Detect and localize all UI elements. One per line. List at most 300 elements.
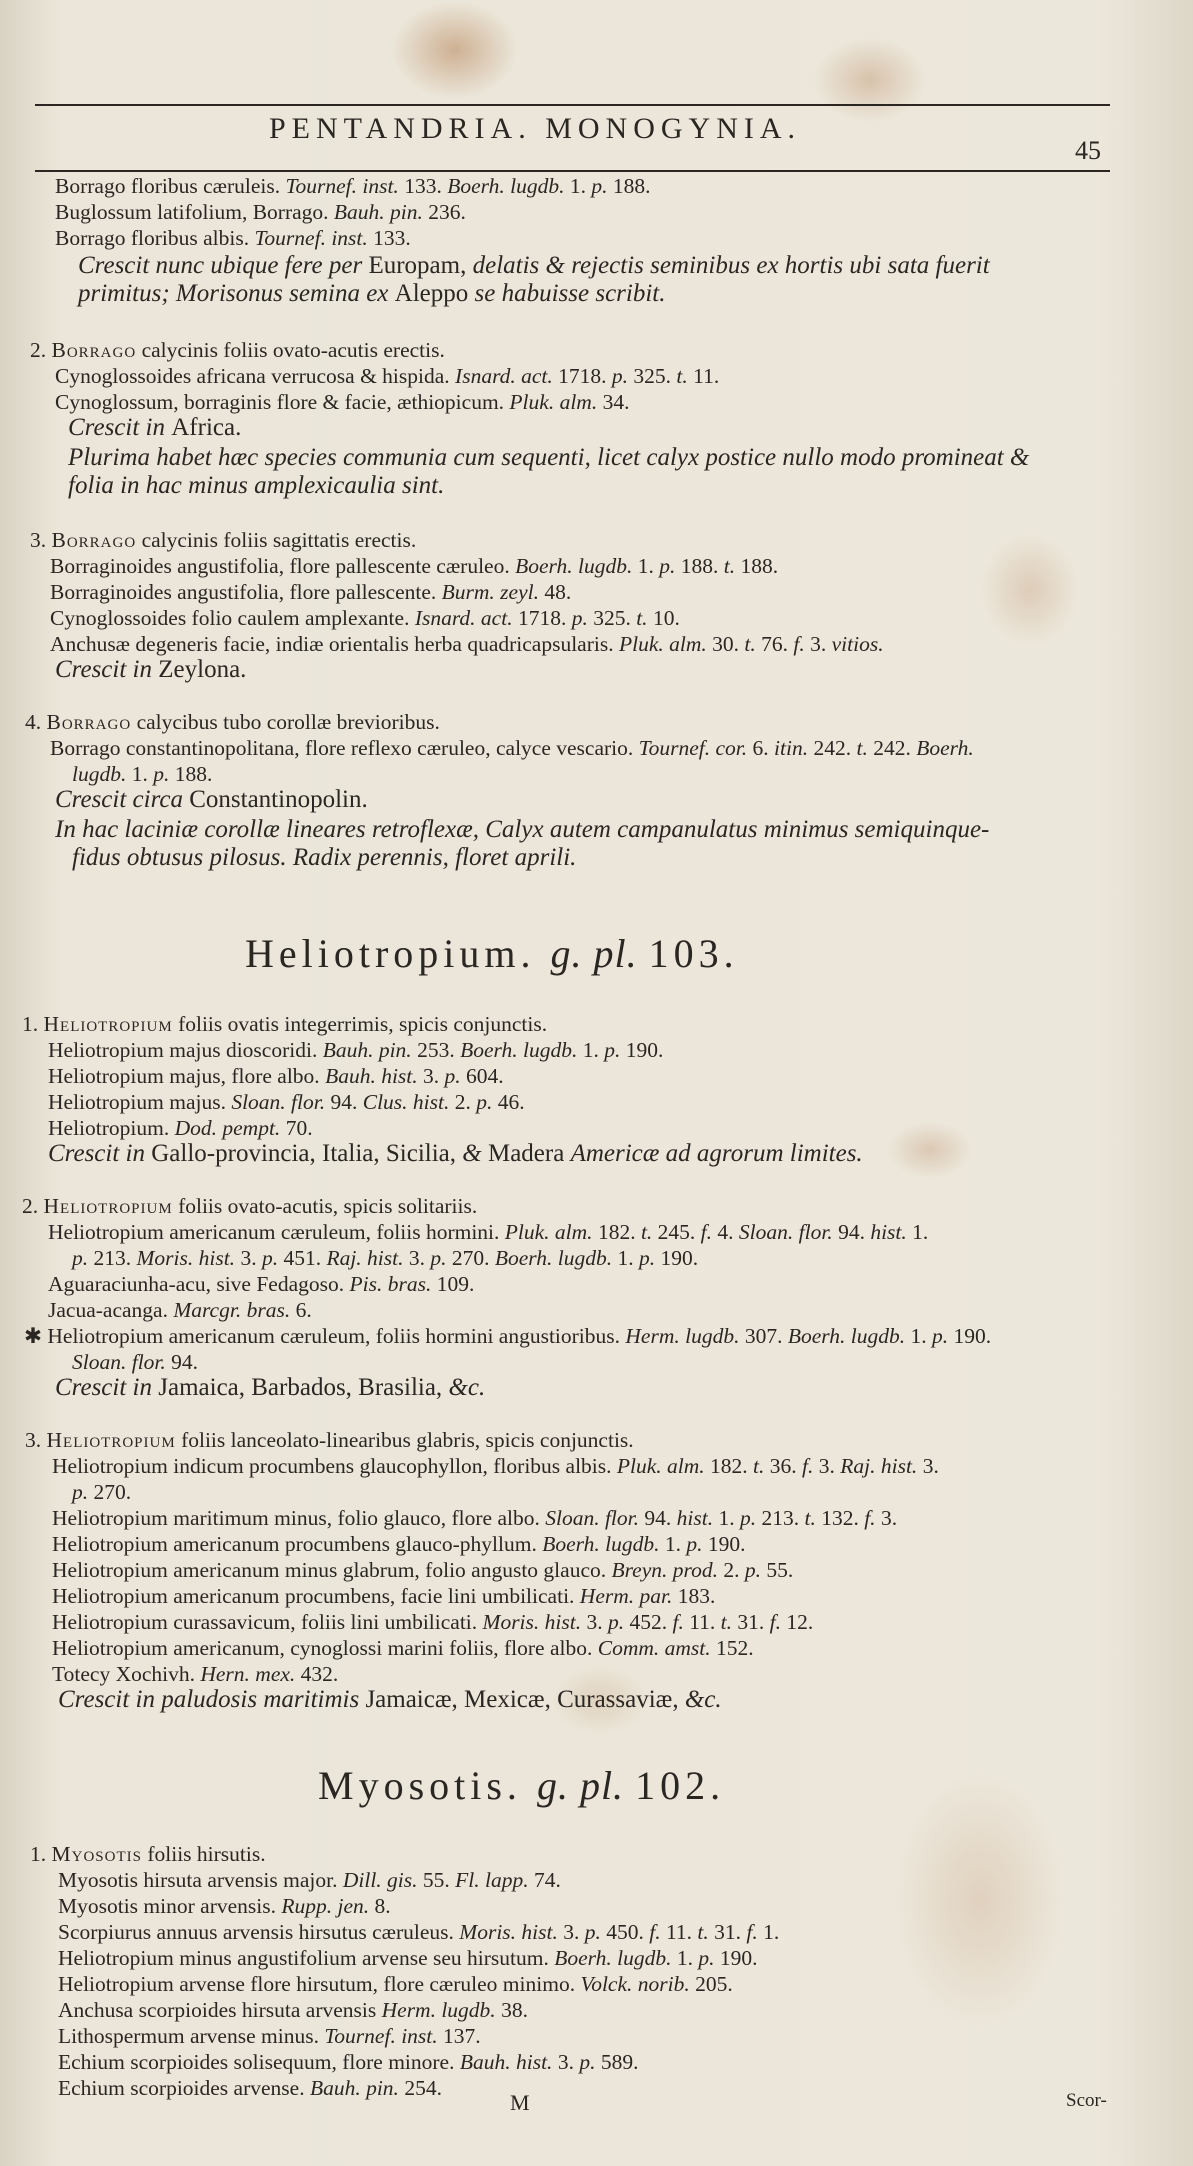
text-run: 2. xyxy=(454,1090,477,1114)
text-run: Pluk. alm. xyxy=(616,1454,711,1478)
text-run: Myosotis minor arvensis. xyxy=(58,1894,282,1918)
text-run: Heliotropium americanum cæruleum, foliis hormini angustioribus. xyxy=(47,1324,626,1348)
text-run: Heliotropium curassavicum, foliis lini umbilicati. xyxy=(52,1610,483,1634)
text-line xyxy=(24,1324,991,1348)
text-run: 188. xyxy=(174,762,213,786)
text-run: Boerh. xyxy=(916,736,974,760)
text-run: Herm. lugdb. xyxy=(381,1998,502,2022)
text-line xyxy=(55,658,246,682)
text-line xyxy=(52,1662,338,1686)
text-run: 190. xyxy=(707,1532,746,1556)
text-run: 3. xyxy=(586,1610,608,1634)
text-run: 102. xyxy=(635,1763,726,1808)
text-line xyxy=(55,226,411,250)
text-run: Constantinopolin. xyxy=(189,786,368,813)
text-run: itin. xyxy=(774,736,814,760)
text-run: 34. xyxy=(602,390,630,414)
text-run: Raj. hist. xyxy=(840,1454,923,1478)
text-run: 30. xyxy=(712,632,745,656)
text-run: 190. xyxy=(953,1324,992,1348)
text-run: 325. xyxy=(593,606,637,630)
text-run: 1. xyxy=(676,1946,699,1970)
text-run: Cynoglossum, borraginis flore & facie, æthiopicum. xyxy=(55,390,510,414)
text-run: hist. xyxy=(870,1220,913,1244)
text-line xyxy=(55,1376,485,1400)
text-run: 6. xyxy=(752,736,775,760)
text-line xyxy=(52,1610,813,1634)
text-run: 182. xyxy=(710,1454,754,1478)
text-run: 432. xyxy=(300,1662,339,1686)
text-run: p. xyxy=(571,606,594,630)
text-line xyxy=(48,1220,928,1244)
text-run: Jacua-acanga. xyxy=(48,1298,174,1322)
text-line xyxy=(58,1688,722,1712)
text-run: 103. xyxy=(648,931,739,976)
text-run: p. xyxy=(659,554,681,578)
text-run: 190. xyxy=(660,1246,699,1270)
text-run: 152. xyxy=(716,1636,754,1660)
text-run: Comm. amst. xyxy=(597,1636,717,1660)
text-run: t. xyxy=(640,1220,658,1244)
text-run: Pluk. alm. xyxy=(504,1220,598,1244)
text-run: Heliotropium. xyxy=(48,1116,175,1140)
text-run: Borrago xyxy=(51,528,137,552)
text-run: Boerh. lugdb. xyxy=(460,1038,583,1062)
text-run: Moris. hist. xyxy=(459,1920,564,1944)
text-run: 3. xyxy=(563,1920,585,1944)
text-run: Heliotropium americanum cæruleum, foliis hormini. xyxy=(48,1220,505,1244)
text-line xyxy=(58,1868,561,1892)
text-run: Heliotropium majus dioscoridi. xyxy=(48,1038,323,1062)
text-run: 307. xyxy=(744,1324,788,1348)
text-line xyxy=(48,1064,504,1088)
text-run: Europam, xyxy=(368,252,473,279)
text-run: Boerh. lugdb. xyxy=(494,1246,618,1270)
text-run: p. xyxy=(591,174,613,198)
text-run: Borrago floribus cæruleis. xyxy=(55,174,286,198)
text-run: lugdb. xyxy=(72,762,132,786)
text-run: Heliotropium xyxy=(46,1428,176,1452)
text-run: p. xyxy=(604,1038,626,1062)
text-run: Bauh. hist. xyxy=(325,1064,424,1088)
text-run: &c. xyxy=(448,1374,486,1401)
text-run: t. xyxy=(744,632,762,656)
text-run: Scorpiurus annuus arvensis hirsutus cæruleus. xyxy=(58,1920,460,1944)
text-run: Pluk. alm. xyxy=(509,390,603,414)
text-run: Jamaica, Barbados, Brasilia, xyxy=(158,1374,449,1401)
text-run: 133. xyxy=(404,174,448,198)
text-run: t. xyxy=(720,1610,738,1634)
text-run: 94. xyxy=(171,1350,199,1374)
text-line xyxy=(72,762,212,786)
text-line xyxy=(58,2050,638,2074)
header-rule-bottom xyxy=(35,170,1110,172)
text-run: 188. xyxy=(612,174,651,198)
text-run: f. xyxy=(769,1610,787,1634)
text-run: f. xyxy=(649,1920,666,1944)
text-run: 188. xyxy=(740,554,779,578)
text-run: Crescit circa xyxy=(55,786,190,813)
text-run: Sloan. flor. xyxy=(738,1220,839,1244)
text-run: &c. xyxy=(684,1686,722,1713)
text-run: Tournef. inst. xyxy=(254,226,374,250)
text-run: 31. xyxy=(714,1920,747,1944)
text-run: f. xyxy=(864,1506,881,1530)
text-run: 8. xyxy=(374,1894,391,1918)
text-line xyxy=(55,174,650,198)
text-run: Burm. zeyl. xyxy=(441,580,545,604)
text-run: 1. xyxy=(664,1532,687,1556)
text-run: Sloan. flor. xyxy=(231,1090,331,1114)
text-run: Sloan. flor. xyxy=(72,1350,172,1374)
text-line xyxy=(30,1842,266,1866)
text-run: t. xyxy=(856,736,874,760)
text-line xyxy=(52,1506,897,1530)
text-line xyxy=(78,254,990,278)
text-line xyxy=(48,1116,313,1140)
text-line xyxy=(30,338,445,362)
text-run: Tournef. inst. xyxy=(285,174,405,198)
text-line xyxy=(55,390,629,414)
text-run: 31. xyxy=(737,1610,770,1634)
text-run: 1. xyxy=(910,1324,932,1348)
text-run: Heliotropium majus. xyxy=(48,1090,232,1114)
text-run: 451. xyxy=(283,1246,327,1270)
text-run: p. xyxy=(584,1920,607,1944)
text-run: p. xyxy=(739,1506,762,1530)
text-run: 245. xyxy=(657,1220,701,1244)
text-run: 270. xyxy=(451,1246,495,1270)
text-run: 11. xyxy=(693,364,720,388)
text-run: p. xyxy=(931,1324,954,1348)
text-run: 36. xyxy=(769,1454,803,1478)
text-run: p. xyxy=(579,2050,601,2074)
text-line xyxy=(52,1454,939,1478)
text-run: Boerh. lugdb. xyxy=(515,554,638,578)
text-run: Echium scorpioides arvense. xyxy=(58,2076,310,2100)
text-line xyxy=(48,1038,663,1062)
text-line xyxy=(72,1246,698,1270)
text-run: 94. xyxy=(838,1220,871,1244)
text-run: Pluk. alm. xyxy=(618,632,713,656)
text-run: f. xyxy=(746,1920,764,1944)
text-run: 236. xyxy=(428,200,466,224)
text-run: Crescit nunc ubique fere per xyxy=(78,252,369,279)
text-run: 190. xyxy=(719,1946,758,1970)
text-run: Boerh. lugdb. xyxy=(787,1324,911,1348)
text-run: Borrago floribus albis. xyxy=(55,226,255,250)
text-line xyxy=(22,1012,547,1036)
genus-heading xyxy=(318,1762,725,1809)
text-run: Herm. lugdb. xyxy=(625,1324,745,1348)
text-run: 1. xyxy=(718,1506,740,1530)
text-run: Heliotropium americanum procumbens glauco-phyllum. xyxy=(52,1532,543,1556)
text-run: 3. xyxy=(30,528,52,552)
text-run: t. xyxy=(697,1920,715,1944)
text-run: 6. xyxy=(295,1298,312,1322)
text-run: 132. xyxy=(821,1506,865,1530)
text-run: Anchusæ degeneris facie, indiæ orientalis herba quadricapsularis. xyxy=(50,632,619,656)
text-run: p. xyxy=(72,1480,94,1504)
text-run: 12. xyxy=(786,1610,814,1634)
text-run: Tournef. cor. xyxy=(638,736,753,760)
text-run: Dod. pempt. xyxy=(174,1116,286,1140)
text-run: 182. xyxy=(597,1220,641,1244)
text-run: Heliotropium maritimum minus, folio glauco, flore albo. xyxy=(52,1506,546,1530)
text-line xyxy=(50,606,680,630)
text-line xyxy=(52,1532,745,1556)
text-run: Dill. gis. xyxy=(342,1868,423,1892)
text-run: 4. xyxy=(25,710,47,734)
text-run: 213. xyxy=(93,1246,137,1270)
text-run: f. xyxy=(793,632,811,656)
text-run: Bauh. hist. xyxy=(459,2050,558,2074)
text-run: Heliotropium minus angustifolium arvense seu hirsutum. xyxy=(58,1946,555,1970)
text-run: Moris. hist. xyxy=(482,1610,587,1634)
text-run: 589. xyxy=(600,2050,639,2074)
text-run: Buglossum latifolium, Borrago. xyxy=(55,200,334,224)
text-line xyxy=(48,1090,525,1114)
text-line xyxy=(68,474,444,498)
text-line xyxy=(48,1272,474,1296)
text-run: p. xyxy=(444,1064,467,1088)
text-line xyxy=(55,788,368,812)
text-run: Herm. par. xyxy=(579,1584,678,1608)
text-line xyxy=(50,580,571,604)
text-run: Rupp. jen. xyxy=(281,1894,375,1918)
text-run: Heliotropium americanum procumbens, facie lini umbilicati. xyxy=(52,1584,580,1608)
text-run: folia in hac minus amplexicaulia sint. xyxy=(68,472,445,499)
text-run: 452. xyxy=(629,1610,673,1634)
text-run: 55. xyxy=(422,1868,456,1892)
text-run: 3. xyxy=(408,1246,431,1270)
text-run: p. xyxy=(611,364,634,388)
text-run: Clus. hist. xyxy=(362,1090,455,1114)
text-run: Bauh. pin. xyxy=(309,2076,405,2100)
text-run: t. xyxy=(676,364,694,388)
text-run: Myosotis xyxy=(51,1842,142,1866)
text-run: Boerh. lugdb. xyxy=(554,1946,677,1970)
page-number: 45 xyxy=(1075,136,1101,165)
text-run: 254. xyxy=(404,2076,442,2100)
text-run: 2. xyxy=(30,338,52,362)
text-run: fidus obtusus pilosus. Radix perennis, floret aprili. xyxy=(72,844,577,871)
text-run: 188. xyxy=(680,554,724,578)
running-head: PENTANDRIA. MONOGYNIA. xyxy=(268,112,802,145)
text-run: 3. xyxy=(423,1064,445,1088)
text-run: Pis. bras. xyxy=(349,1272,437,1296)
text-run: 11. xyxy=(689,1610,721,1634)
text-run: Anchusa scorpioides hirsuta arvensis xyxy=(58,1998,382,2022)
header-rule-top xyxy=(35,104,1110,106)
text-line xyxy=(50,736,974,760)
text-run: 70. xyxy=(285,1116,313,1140)
text-line xyxy=(58,1972,733,1996)
text-run: p. xyxy=(153,762,175,786)
text-run: 76. xyxy=(761,632,794,656)
text-run: 604. xyxy=(466,1064,504,1088)
text-run: 94. xyxy=(644,1506,677,1530)
text-run: Africa. xyxy=(171,414,242,441)
text-run: foliis ovatis integerrimis, spicis conjunctis. xyxy=(172,1012,548,1036)
text-run: calycinis foliis ovato-acutis erectis. xyxy=(136,338,445,362)
text-run: Gallo-provincia, Italia, Sicilia, xyxy=(151,1140,463,1167)
text-run: 46. xyxy=(497,1090,525,1114)
text-run: g. pl. xyxy=(550,931,649,976)
text-line xyxy=(25,710,440,734)
text-run: Crescit in xyxy=(68,414,172,441)
text-line xyxy=(58,1998,528,2022)
text-line xyxy=(55,200,466,224)
text-run: & xyxy=(462,1140,488,1167)
text-run: 55. xyxy=(766,1558,794,1582)
text-run: In hac laciniæ corollæ lineares retroflexæ, Calyx autem campanulatus minimus semiquinque- xyxy=(55,816,990,843)
text-line xyxy=(22,1194,477,1218)
text-run: Borrago xyxy=(51,338,137,362)
text-run: 3. xyxy=(818,1454,841,1478)
text-run: p. xyxy=(686,1532,708,1556)
text-run: Jamaicæ, Mexicæ, Curassaviæ, xyxy=(365,1686,685,1713)
text-run: 1. xyxy=(637,554,660,578)
text-run: 4. xyxy=(717,1220,739,1244)
text-run: Lithospermum arvense minus. xyxy=(58,2024,325,2048)
text-run: Heliotropium arvense flore hirsutum, flore cæruleo minimo. xyxy=(58,1972,581,1996)
text-run: Echium scorpioides solisequum, flore minore. xyxy=(58,2050,460,2074)
text-line xyxy=(48,1298,312,1322)
text-line xyxy=(55,818,989,842)
text-line xyxy=(58,1920,779,1944)
text-line xyxy=(58,2076,442,2100)
text-line xyxy=(68,446,1029,470)
text-run: Marcgr. bras. xyxy=(173,1298,296,1322)
text-run: 1718. xyxy=(558,364,612,388)
text-run: Cynoglossoides africana verrucosa & hispida. xyxy=(55,364,456,388)
text-run: 137. xyxy=(443,2024,481,2048)
text-run: Bauh. pin. xyxy=(333,200,429,224)
text-run: 1. xyxy=(22,1012,44,1036)
text-run: Isnard. act. xyxy=(455,364,559,388)
text-run: 253. xyxy=(417,1038,461,1062)
text-run: 242. xyxy=(873,736,917,760)
text-run: Borrago constantinopolitana, flore reflexo cæruleo, calyce vescario. xyxy=(50,736,639,760)
text-run: 213. xyxy=(761,1506,805,1530)
text-run: Borrago xyxy=(46,710,132,734)
text-run: Cynoglossoides folio caulem amplexante. xyxy=(50,606,415,630)
text-run: f. xyxy=(700,1220,718,1244)
text-run: 3. xyxy=(25,1428,47,1452)
text-run: Crescit in paludosis maritimis xyxy=(58,1686,366,1713)
text-run: f. xyxy=(802,1454,819,1478)
text-run: Isnard. act. xyxy=(414,606,518,630)
text-line xyxy=(58,1946,758,1970)
text-run: 109. xyxy=(436,1272,475,1296)
text-run: Americæ ad agrorum limites. xyxy=(570,1140,863,1167)
text-run: 2. xyxy=(22,1194,44,1218)
text-run: foliis hirsutis. xyxy=(141,1842,266,1866)
text-run: Heliotropium xyxy=(43,1012,173,1036)
text-line xyxy=(48,1142,863,1166)
text-line xyxy=(30,528,416,552)
text-run: 2. xyxy=(723,1558,745,1582)
text-run: 10. xyxy=(652,606,680,630)
text-run: Aguaraciunha-acu, sive Fedagoso. xyxy=(48,1272,350,1296)
text-run: Crescit in xyxy=(55,656,159,683)
text-run: 1. xyxy=(569,174,592,198)
text-run: Crescit in xyxy=(55,1374,159,1401)
text-run: t. xyxy=(723,554,741,578)
text-line xyxy=(58,1894,391,1918)
text-run: 3. xyxy=(240,1246,262,1270)
text-line xyxy=(55,364,719,388)
text-run: p. xyxy=(261,1246,284,1270)
text-run: p. xyxy=(476,1090,498,1114)
text-run: vitios. xyxy=(831,632,884,656)
text-run: 133. xyxy=(373,226,411,250)
text-run: calycinis foliis sagittatis erectis. xyxy=(136,528,417,552)
text-run: Heliotropium americanum minus glabrum, folio angusto glauco. xyxy=(52,1558,612,1582)
text-run: 1. xyxy=(582,1038,605,1062)
text-run: 74. xyxy=(534,1868,561,1892)
text-run: 48. xyxy=(544,580,572,604)
text-run: foliis ovato-acutis, spicis solitariis. xyxy=(172,1194,478,1218)
text-run: Myosotis. xyxy=(318,1763,537,1808)
text-line xyxy=(78,282,665,306)
text-run: 3. xyxy=(810,632,832,656)
text-run: 183. xyxy=(677,1584,716,1608)
text-run: t. xyxy=(753,1454,770,1478)
signature-mark: M xyxy=(510,2090,530,2115)
text-run: 94. xyxy=(330,1090,363,1114)
text-run: Totecy Xochivh. xyxy=(52,1662,201,1686)
text-run: g. pl. xyxy=(536,1763,636,1808)
text-line xyxy=(72,1350,198,1374)
text-run: 205. xyxy=(695,1972,733,1996)
text-run: Crescit in xyxy=(48,1140,152,1167)
text-run: 450. xyxy=(606,1920,650,1944)
text-run: 1. xyxy=(763,1920,780,1944)
text-run: calycibus tubo corollæ brevioribus. xyxy=(131,710,440,734)
text-line xyxy=(72,1480,131,1504)
text-run: 1718. xyxy=(517,606,572,630)
text-run: Heliotropium majus, flore albo. xyxy=(48,1064,326,1088)
text-line xyxy=(68,416,241,440)
text-run: t. xyxy=(636,606,653,630)
text-run: t. xyxy=(804,1506,822,1530)
text-line xyxy=(50,554,778,578)
catchword: Scor- xyxy=(1066,2090,1107,2111)
text-run: p. xyxy=(430,1246,452,1270)
text-run: foliis lanceolato-linearibus glabris, spicis conjunctis. xyxy=(175,1428,634,1452)
text-run: p. xyxy=(639,1246,661,1270)
text-run: hist. xyxy=(676,1506,719,1530)
text-run: Breyn. prod. xyxy=(611,1558,724,1582)
text-line xyxy=(58,2024,481,2048)
text-run: Boerh. lugdb. xyxy=(542,1532,665,1556)
text-run: Fl. lapp. xyxy=(455,1868,534,1892)
text-run: Heliotropium indicum procumbens glaucophyllon, floribus albis. xyxy=(52,1454,617,1478)
text-run: 3. xyxy=(557,2050,580,2074)
text-run: primitus; Morisonus semina ex xyxy=(78,280,395,307)
text-run: 1. xyxy=(131,762,154,786)
text-line xyxy=(52,1558,793,1582)
text-run: Heliotropium xyxy=(43,1194,173,1218)
text-run: Borraginoides angustifolia, flore pallescente. xyxy=(50,580,442,604)
text-line xyxy=(52,1636,754,1660)
text-run: p. xyxy=(698,1946,720,1970)
genus-heading xyxy=(245,930,739,977)
text-run: Aleppo xyxy=(394,280,475,307)
text-run: 38. xyxy=(501,1998,528,2022)
